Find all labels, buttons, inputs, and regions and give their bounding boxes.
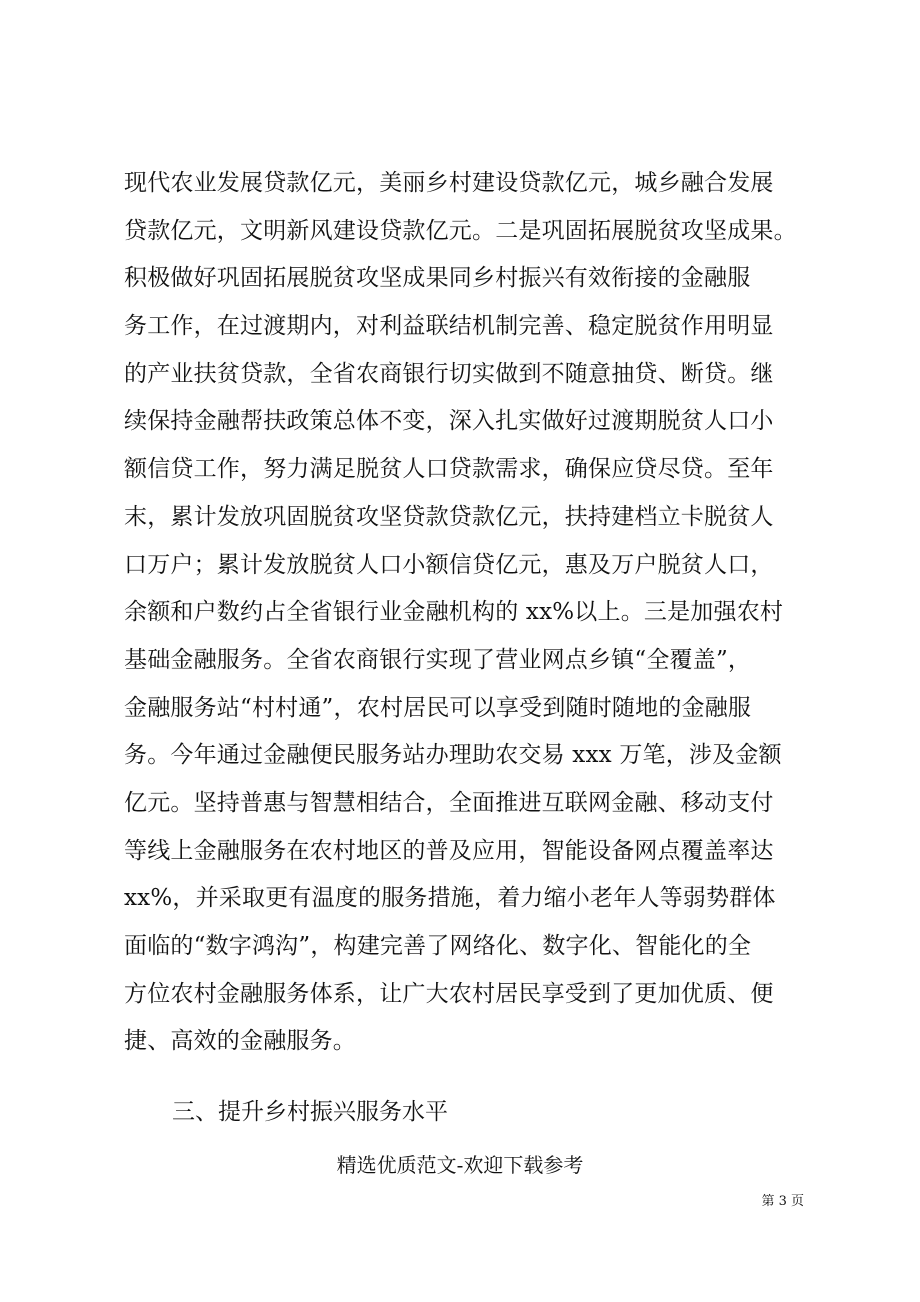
- section-heading: 三、提升乡村振兴服务水平: [172, 1099, 448, 1125]
- paragraph-line: 面临的“数字鸿沟”，构建完善了网络化、数字化、智能化的全: [124, 933, 752, 959]
- paragraph-line: 等线上金融服务在农村地区的普及应用，智能设备网点覆盖率达: [124, 837, 774, 864]
- paragraph-line: 末，累计发放巩固脱贫攻坚贷款贷款亿元，扶持建档立卡脱贫人: [124, 503, 774, 530]
- paragraph-line: 的产业扶贫贷款，全省农商银行切实做到不随意抽贷、断贷。继: [124, 360, 774, 387]
- paragraph-line: 积极做好巩固拓展脱贫攻坚成果同乡村振兴有效衔接的金融服: [124, 265, 751, 292]
- paragraph-line: 方位农村金融服务体系，让广大农村居民享受到了更加优质、便: [124, 980, 774, 1007]
- paragraph-line: 务。今年通过金融便民服务站办理助农交易 xxx 万笔，涉及金额: [124, 742, 782, 769]
- paragraph-line: 金融服务站“村村通”，农村居民可以享受到随时随地的金融服: [124, 694, 752, 721]
- footer-text: 精选优质范文-欢迎下载参考: [336, 1153, 584, 1177]
- paragraph-line: 务工作，在过渡期内，对利益联结机制完善、稳定脱贫作用明显: [124, 313, 774, 340]
- paragraph-line: 贷款亿元，文明新风建设贷款亿元。二是巩固拓展脱贫攻坚成果。: [124, 217, 797, 244]
- paragraph-line: 捷、高效的金融服务。: [124, 1028, 356, 1055]
- paragraph-line: 续保持金融帮扶政策总体不变，深入扎实做好过渡期脱贫人口小: [124, 408, 774, 435]
- paragraph-line: 亿元。坚持普惠与智慧相结合，全面推进互联网金融、移动支付: [124, 789, 774, 816]
- page-number: 第 3 页: [761, 1194, 804, 1209]
- paragraph-line: 余额和户数约占全省银行业金融机构的 xx%以上。三是加强农村: [124, 599, 784, 626]
- body-paragraph: [124, 160, 814, 1066]
- paragraph-line: 现代农业发展贷款亿元，美丽乡村建设贷款亿元，城乡融合发展: [124, 170, 774, 196]
- paragraph-line: 基础金融服务。全省农商银行实现了营业网点乡镇“全覆盖”，: [124, 646, 752, 673]
- paragraph-line: 额信贷工作，努力满足脱贫人口贷款需求，确保应贷尽贷。至年: [124, 456, 774, 483]
- paragraph-line: 口万户；累计发放脱贫人口小额信贷亿元，惠及万户脱贫人口，: [124, 551, 774, 578]
- paragraph-line: xx%，并采取更有温度的服务措施，着力缩小老年人等弱势群体: [124, 885, 776, 912]
